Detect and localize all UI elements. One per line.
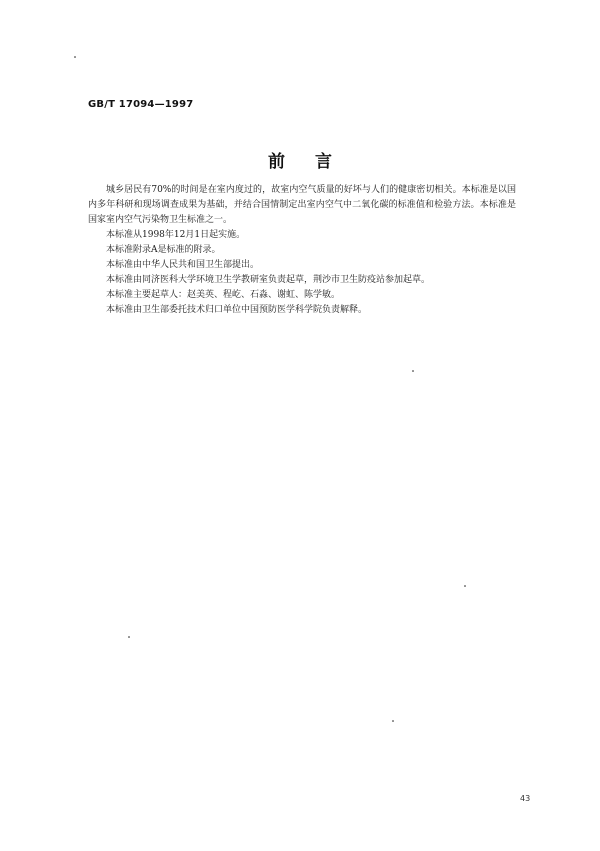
paragraph: 本标准由中华人民共和国卫生部提出。 bbox=[106, 260, 260, 270]
page-title bbox=[0, 147, 600, 172]
scan-speck bbox=[392, 720, 394, 722]
scan-speck bbox=[128, 636, 130, 638]
scan-speck bbox=[412, 370, 414, 372]
scan-speck bbox=[74, 56, 76, 58]
title-char-1: 前 bbox=[268, 152, 285, 172]
standard-code: GB/T 17094—1997 bbox=[88, 99, 194, 110]
scan-speck bbox=[464, 585, 466, 587]
paragraph: 本标准由同济医科大学环境卫生学教研室负责起草，荆沙市卫生防疫站参加起草。 bbox=[106, 275, 431, 285]
page-number: 43 bbox=[520, 794, 531, 803]
paragraph: 本标准由卫生部委托技术归口单位中国预防医学科学院负责解释。 bbox=[106, 305, 368, 315]
paragraph: 本标准从1998年12月1日起实施。 bbox=[106, 230, 246, 240]
paragraph: 城乡居民有70%的时间是在室内度过的，故室内空气质量的好坏与人们的健康密切相关。本标准是以国内多年科研和现场调查成果为基础，并结合国情制定出室内空气中二氧化碳的标准值和检验方法。本标准是国家室内空气污染物卫生标准之一。 bbox=[88, 185, 516, 225]
title-char-2: 言 bbox=[315, 152, 332, 172]
paragraph: 本标准附录A是标准的附录。 bbox=[106, 245, 221, 255]
foreword-body bbox=[88, 183, 516, 318]
paragraph: 本标准主要起草人：赵美英、程屹、石淼、谢虹、陈学敏。 bbox=[106, 290, 341, 300]
